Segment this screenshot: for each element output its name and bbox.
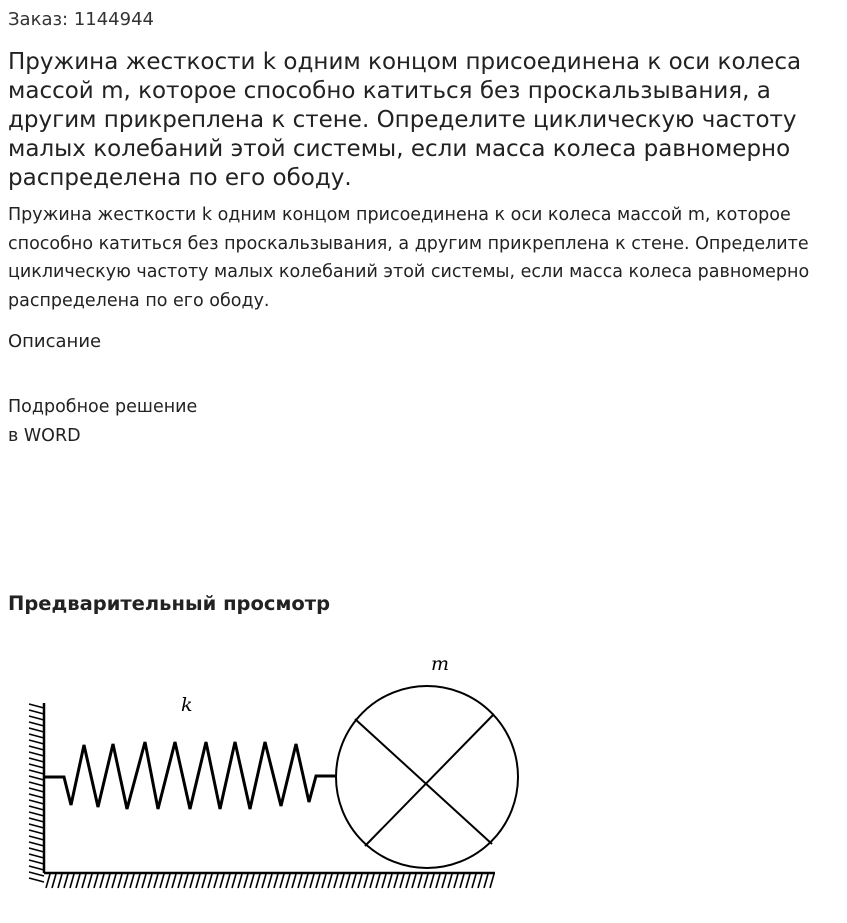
spring-zigzag	[44, 742, 335, 809]
floor-hatch-stroke	[124, 874, 128, 888]
floor-hatch-stroke	[118, 874, 122, 888]
floor-hatch-stroke	[328, 874, 332, 888]
floor-hatch-stroke	[166, 874, 170, 888]
floor-hatch-stroke	[346, 874, 350, 888]
floor-hatching	[46, 874, 494, 888]
floor-hatch-stroke	[298, 874, 302, 888]
floor-hatch-stroke	[478, 874, 482, 888]
floor-hatch-stroke	[70, 874, 74, 888]
floor-hatch-stroke	[448, 874, 452, 888]
floor-hatch-stroke	[220, 874, 224, 888]
floor-hatch-stroke	[394, 874, 398, 888]
wall-hatching	[29, 704, 44, 882]
floor-hatch-stroke	[214, 874, 218, 888]
floor-hatch-stroke	[58, 874, 62, 888]
order-number: Заказ: 1144944	[8, 9, 154, 30]
floor-hatch-stroke	[238, 874, 242, 888]
floor-hatch-stroke	[286, 874, 290, 888]
floor-hatch-stroke	[490, 874, 494, 888]
problem-headline: Пружина жесткости k одним концом присоединена к оси колеса массой m, которое способно катиться без проскальзывания, а другим прикреплена к стене. Определите циклическую частоту малых колебаний этой системы, если масса колеса равномерно распределена по его ободу.	[8, 49, 802, 191]
floor-hatch-stroke	[304, 874, 308, 888]
floor-hatch-stroke	[136, 874, 140, 888]
floor-hatch-stroke	[460, 874, 464, 888]
floor-hatch-stroke	[142, 874, 146, 888]
floor-hatch-stroke	[88, 874, 92, 888]
floor-hatch-stroke	[454, 874, 458, 888]
floor-hatch-stroke	[352, 874, 356, 888]
description-label: Описание	[8, 331, 102, 352]
preview-title: Предварительный просмотр	[8, 592, 331, 615]
floor-hatch-stroke	[280, 874, 284, 888]
floor-hatch-stroke	[484, 874, 488, 888]
floor-hatch-stroke	[208, 874, 212, 888]
floor-hatch-stroke	[256, 874, 260, 888]
floor-hatch-stroke	[472, 874, 476, 888]
solution-line-detailed: Подробное решение	[8, 397, 198, 417]
floor-hatch-stroke	[82, 874, 86, 888]
floor-hatch-stroke	[442, 874, 446, 888]
mass-label-m: m	[431, 653, 450, 675]
floor-hatch-stroke	[358, 874, 362, 888]
floor-hatch-stroke	[64, 874, 68, 888]
floor-hatch-stroke	[76, 874, 80, 888]
floor-hatch-stroke	[376, 874, 380, 888]
floor-hatch-stroke	[424, 874, 428, 888]
floor-hatch-stroke	[250, 874, 254, 888]
spring-label-k: k	[181, 694, 193, 716]
floor-hatch-stroke	[130, 874, 134, 888]
wheel-circle	[336, 686, 518, 868]
floor-hatch-stroke	[268, 874, 272, 888]
floor-hatch-stroke	[232, 874, 236, 888]
problem-body-text: Пружина жесткости k одним концом присоединена к оси колеса массой m, которое способно катиться без проскальзывания, а другим прикреплена к стене. Определите циклическую частоту малых колебаний этой системы, если масса колеса равномерно распределена по его ободу.	[8, 205, 810, 311]
floor-hatch-stroke	[100, 874, 104, 888]
floor-hatch-stroke	[292, 874, 296, 888]
wheel-spoke-b	[365, 714, 494, 846]
floor-hatch-stroke	[370, 874, 374, 888]
floor-hatch-stroke	[412, 874, 416, 888]
floor-hatch-stroke	[262, 874, 266, 888]
floor-hatch-stroke	[196, 874, 200, 888]
floor-hatch-stroke	[244, 874, 248, 888]
floor-hatch-stroke	[112, 874, 116, 888]
floor-hatch-stroke	[106, 874, 110, 888]
floor-hatch-stroke	[226, 874, 230, 888]
floor-hatch-stroke	[310, 874, 314, 888]
spring-wheel-diagram	[0, 640, 540, 900]
floor-hatch-stroke	[148, 874, 152, 888]
floor-hatch-stroke	[340, 874, 344, 888]
floor-hatch-stroke	[202, 874, 206, 888]
floor-hatch-stroke	[322, 874, 326, 888]
floor-hatch-stroke	[406, 874, 410, 888]
floor-hatch-stroke	[184, 874, 188, 888]
floor-hatch-stroke	[94, 874, 98, 888]
floor-hatch-stroke	[466, 874, 470, 888]
floor-hatch-stroke	[316, 874, 320, 888]
solution-line-format: в WORD	[8, 426, 81, 446]
floor-hatch-stroke	[418, 874, 422, 888]
floor-hatch-stroke	[364, 874, 368, 888]
floor-hatch-stroke	[178, 874, 182, 888]
floor-hatch-stroke	[172, 874, 176, 888]
floor-hatch-stroke	[274, 874, 278, 888]
solution-info	[8, 393, 197, 451]
floor-hatch-stroke	[436, 874, 440, 888]
floor-hatch-stroke	[154, 874, 158, 888]
floor-hatch-stroke	[334, 874, 338, 888]
floor-hatch-stroke	[46, 874, 50, 888]
floor-hatch-stroke	[430, 874, 434, 888]
floor-hatch-stroke	[52, 874, 56, 888]
floor-hatch-stroke	[382, 874, 386, 888]
floor-hatch-stroke	[160, 874, 164, 888]
floor-hatch-stroke	[388, 874, 392, 888]
floor-hatch-stroke	[400, 874, 404, 888]
floor-hatch-stroke	[190, 874, 194, 888]
